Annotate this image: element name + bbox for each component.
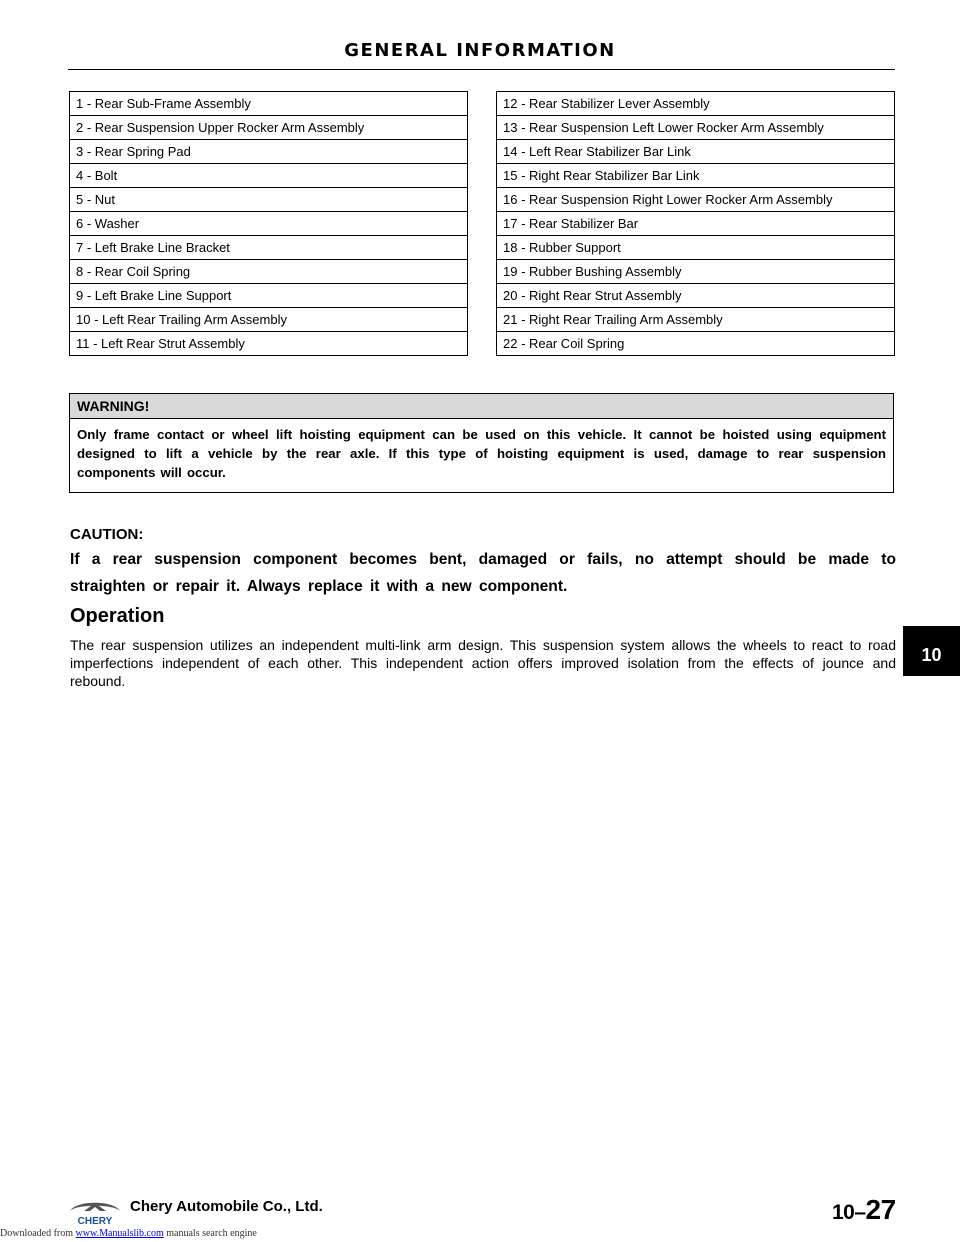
manualslib-link[interactable]: www.Manualslib.com: [75, 1228, 164, 1239]
legend-item: 17 - Rear Stabilizer Bar: [497, 212, 895, 236]
download-note: [0, 1228, 257, 1239]
legend-item: 1 - Rear Sub-Frame Assembly: [70, 92, 468, 116]
legend-row: [70, 236, 468, 260]
legend-row: [70, 92, 468, 116]
legend-row: [497, 212, 895, 236]
caution-label: CAUTION:: [70, 526, 144, 543]
section-tab: 10: [903, 626, 960, 676]
legend-item: 20 - Right Rear Strut Assembly: [497, 284, 895, 308]
legend-item: 16 - Rear Suspension Right Lower Rocker Arm Assembly: [497, 188, 895, 212]
download-suffix: manuals search engine: [163, 1228, 257, 1239]
legend-row: [497, 92, 895, 116]
chery-logo-icon: [64, 1198, 126, 1226]
legend-row: [497, 140, 895, 164]
legend-item: 11 - Left Rear Strut Assembly: [70, 332, 468, 356]
warning-text: Only frame contact or wheel lift hoisting equipment can be used on this vehicle. It cannot be hoisted using equipment designed to lift a vehicle by the rear axle. If this type of hoisting equipment is used, damage to rear suspension components will occur.: [77, 427, 886, 480]
legend-row: [497, 308, 895, 332]
legend-row: [70, 140, 468, 164]
warning-title: WARNING!: [70, 394, 893, 419]
legend-row: [497, 284, 895, 308]
legend-item: 14 - Left Rear Stabilizer Bar Link: [497, 140, 895, 164]
legend-row: [497, 260, 895, 284]
legend-item: 4 - Bolt: [70, 164, 468, 188]
legend-item: 18 - Rubber Support: [497, 236, 895, 260]
legend-item: 3 - Rear Spring Pad: [70, 140, 468, 164]
header-divider: [68, 69, 895, 70]
legend-item: 13 - Rear Suspension Left Lower Rocker Arm Assembly: [497, 116, 895, 140]
legend-table-right: [496, 91, 895, 356]
legend-item: 21 - Right Rear Trailing Arm Assembly: [497, 308, 895, 332]
page-section: 10–: [832, 1201, 866, 1224]
legend-row: [497, 188, 895, 212]
caution-text: If a rear suspension component becomes bent, damaged or fails, no attempt should be made to straighten or repair it. Always replace it with a new component.: [70, 551, 896, 595]
legend-row: [497, 164, 895, 188]
warning-box: [69, 393, 894, 493]
legend-row: [70, 116, 468, 140]
legend-row: [70, 212, 468, 236]
legend-item: 2 - Rear Suspension Upper Rocker Arm Assembly: [70, 116, 468, 140]
download-prefix: Downloaded from: [0, 1228, 76, 1239]
page-number: [832, 1194, 896, 1226]
page-header-title: GENERAL INFORMATION: [344, 40, 616, 61]
legend-row: [70, 284, 468, 308]
legend-row: [70, 332, 468, 356]
legend-table-left: [69, 91, 468, 356]
legend-item: 9 - Left Brake Line Support: [70, 284, 468, 308]
legend-row: [70, 260, 468, 284]
legend-row: [497, 116, 895, 140]
legend-item: 15 - Right Rear Stabilizer Bar Link: [497, 164, 895, 188]
legend-item: 8 - Rear Coil Spring: [70, 260, 468, 284]
legend-item: 10 - Left Rear Trailing Arm Assembly: [70, 308, 468, 332]
legend-item: 19 - Rubber Bushing Assembly: [497, 260, 895, 284]
legend-item: 7 - Left Brake Line Bracket: [70, 236, 468, 260]
legend-row: [497, 332, 895, 356]
operation-text: The rear suspension utilizes an independent multi-link arm design. This suspension system allows the wheels to react to road imperfections independent of each other. This independent action offers improved isolation from the effects of jounce and rebound.: [70, 637, 896, 689]
footer-company: Chery Automobile Co., Ltd.: [130, 1198, 323, 1215]
legend-item: 22 - Rear Coil Spring: [497, 332, 895, 356]
legend-row: [70, 164, 468, 188]
legend-row: [497, 236, 895, 260]
page-num: 27: [865, 1194, 896, 1225]
legend-row: [70, 188, 468, 212]
legend-item: 5 - Nut: [70, 188, 468, 212]
legend-row: [70, 308, 468, 332]
chery-logo-text: CHERY: [77, 1216, 113, 1226]
legend-item: 6 - Washer: [70, 212, 468, 236]
operation-heading: Operation: [70, 605, 165, 627]
legend-item: 12 - Rear Stabilizer Lever Assembly: [497, 92, 895, 116]
